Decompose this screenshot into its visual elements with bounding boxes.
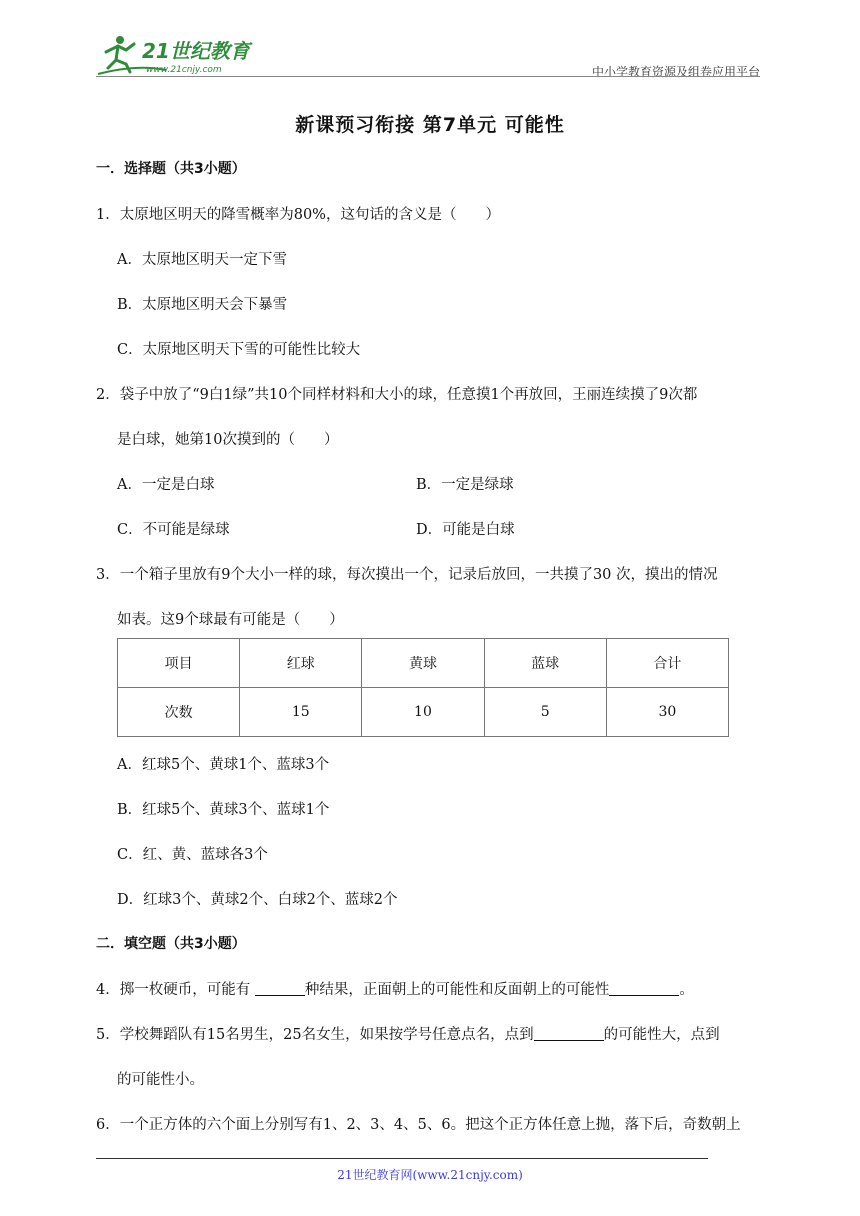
table-cell: 10 <box>362 688 484 737</box>
question-4-text <box>96 978 694 999</box>
table-row <box>118 688 729 737</box>
footer-divider <box>96 1158 708 1159</box>
page-header <box>96 30 760 80</box>
logo-21cnjy <box>96 30 266 78</box>
header-divider <box>96 76 760 77</box>
question-2-option-d: D．可能是白球 <box>416 522 515 538</box>
table-cell: 次数 <box>118 688 240 737</box>
question-5-part2: 的可能性大，点到 <box>603 1027 720 1043</box>
question-1-option-a: A．太原地区明天一定下雪 <box>117 252 287 268</box>
question-6-text: 6．一个正方体的六个面上分别写有1、2、3、4、5、6。把这个正方体任意上抛，落下后，奇数朝上 <box>96 1117 741 1133</box>
question-4-part3: 。 <box>679 982 694 998</box>
answer-blank[interactable] <box>609 981 679 996</box>
table-cell: 蓝球 <box>484 639 606 688</box>
table-cell: 合计 <box>606 639 728 688</box>
question-3-option-d: D．红球3个、黄球2个、白球2个、蓝球2个 <box>117 892 398 908</box>
question-5-part1: 5．学校舞蹈队有15名男生，25名女生，如果按学号任意点名，点到 <box>96 1027 534 1043</box>
question-2-text-line2: 是白球，她第10次摸到的（ ） <box>117 432 339 448</box>
question-3-option-c: C．红、黄、蓝球各3个 <box>117 847 268 863</box>
page-title: 新课预习衔接 第7单元 可能性 <box>295 114 565 136</box>
footer-link[interactable]: 21世纪教育网(www.21cnjy.com) <box>337 1168 523 1182</box>
question-5-text-line1 <box>96 1023 720 1044</box>
logo-text: 21世纪教育 <box>142 39 250 63</box>
question-3-table <box>117 638 729 737</box>
question-2-option-a: A．一定是白球 <box>117 477 215 493</box>
question-1-text: 1．太原地区明天的降雪概率为80%，这句话的含义是（ ） <box>96 207 500 223</box>
table-header-row <box>118 639 729 688</box>
section-heading-choice: 一．选择题（共3小题） <box>96 161 246 177</box>
question-1-option-c: C．太原地区明天下雪的可能性比较大 <box>117 342 361 358</box>
question-2-text-line1: 2．袋子中放了“9白1绿”共10个同样材料和大小的球，任意摸1个再放回，王丽连续摸了9次都 <box>96 387 698 403</box>
answer-blank[interactable] <box>534 1026 604 1041</box>
question-5-text-line2: 的可能性小。 <box>117 1072 204 1088</box>
answer-blank[interactable] <box>255 981 305 996</box>
table-cell: 红球 <box>240 639 362 688</box>
question-3-text-line2: 如表。这9个球最有可能是（ ） <box>117 612 344 628</box>
question-3-text-line1: 3．一个箱子里放有9个大小一样的球，每次摸出一个，记录后放回，一共摸了30 次，摸出的情况 <box>96 567 718 583</box>
platform-name: 中小学教育资源及组卷应用平台 <box>591 65 760 79</box>
table-cell: 黄球 <box>362 639 484 688</box>
question-4-part1: 4．掷一枚硬币，可能有 <box>96 982 255 998</box>
question-3-option-b: B．红球5个、黄球3个、蓝球1个 <box>117 802 330 818</box>
question-2-option-b: B．一定是绿球 <box>416 477 514 493</box>
table-cell: 5 <box>484 688 606 737</box>
question-4-part2: 种结果，正面朝上的可能性和反面朝上的可能性 <box>304 982 610 998</box>
table-cell: 项目 <box>118 639 240 688</box>
section-heading-fill: 二．填空题（共3小题） <box>96 936 246 952</box>
table-cell: 15 <box>240 688 362 737</box>
logo-url: www.21cnjy.com <box>146 65 222 75</box>
question-3-option-a: A．红球5个、黄球1个、蓝球3个 <box>117 757 330 773</box>
table-cell: 30 <box>606 688 728 737</box>
question-1-option-b: B．太原地区明天会下暴雪 <box>117 297 288 313</box>
question-2-option-c: C．不可能是绿球 <box>117 522 230 538</box>
